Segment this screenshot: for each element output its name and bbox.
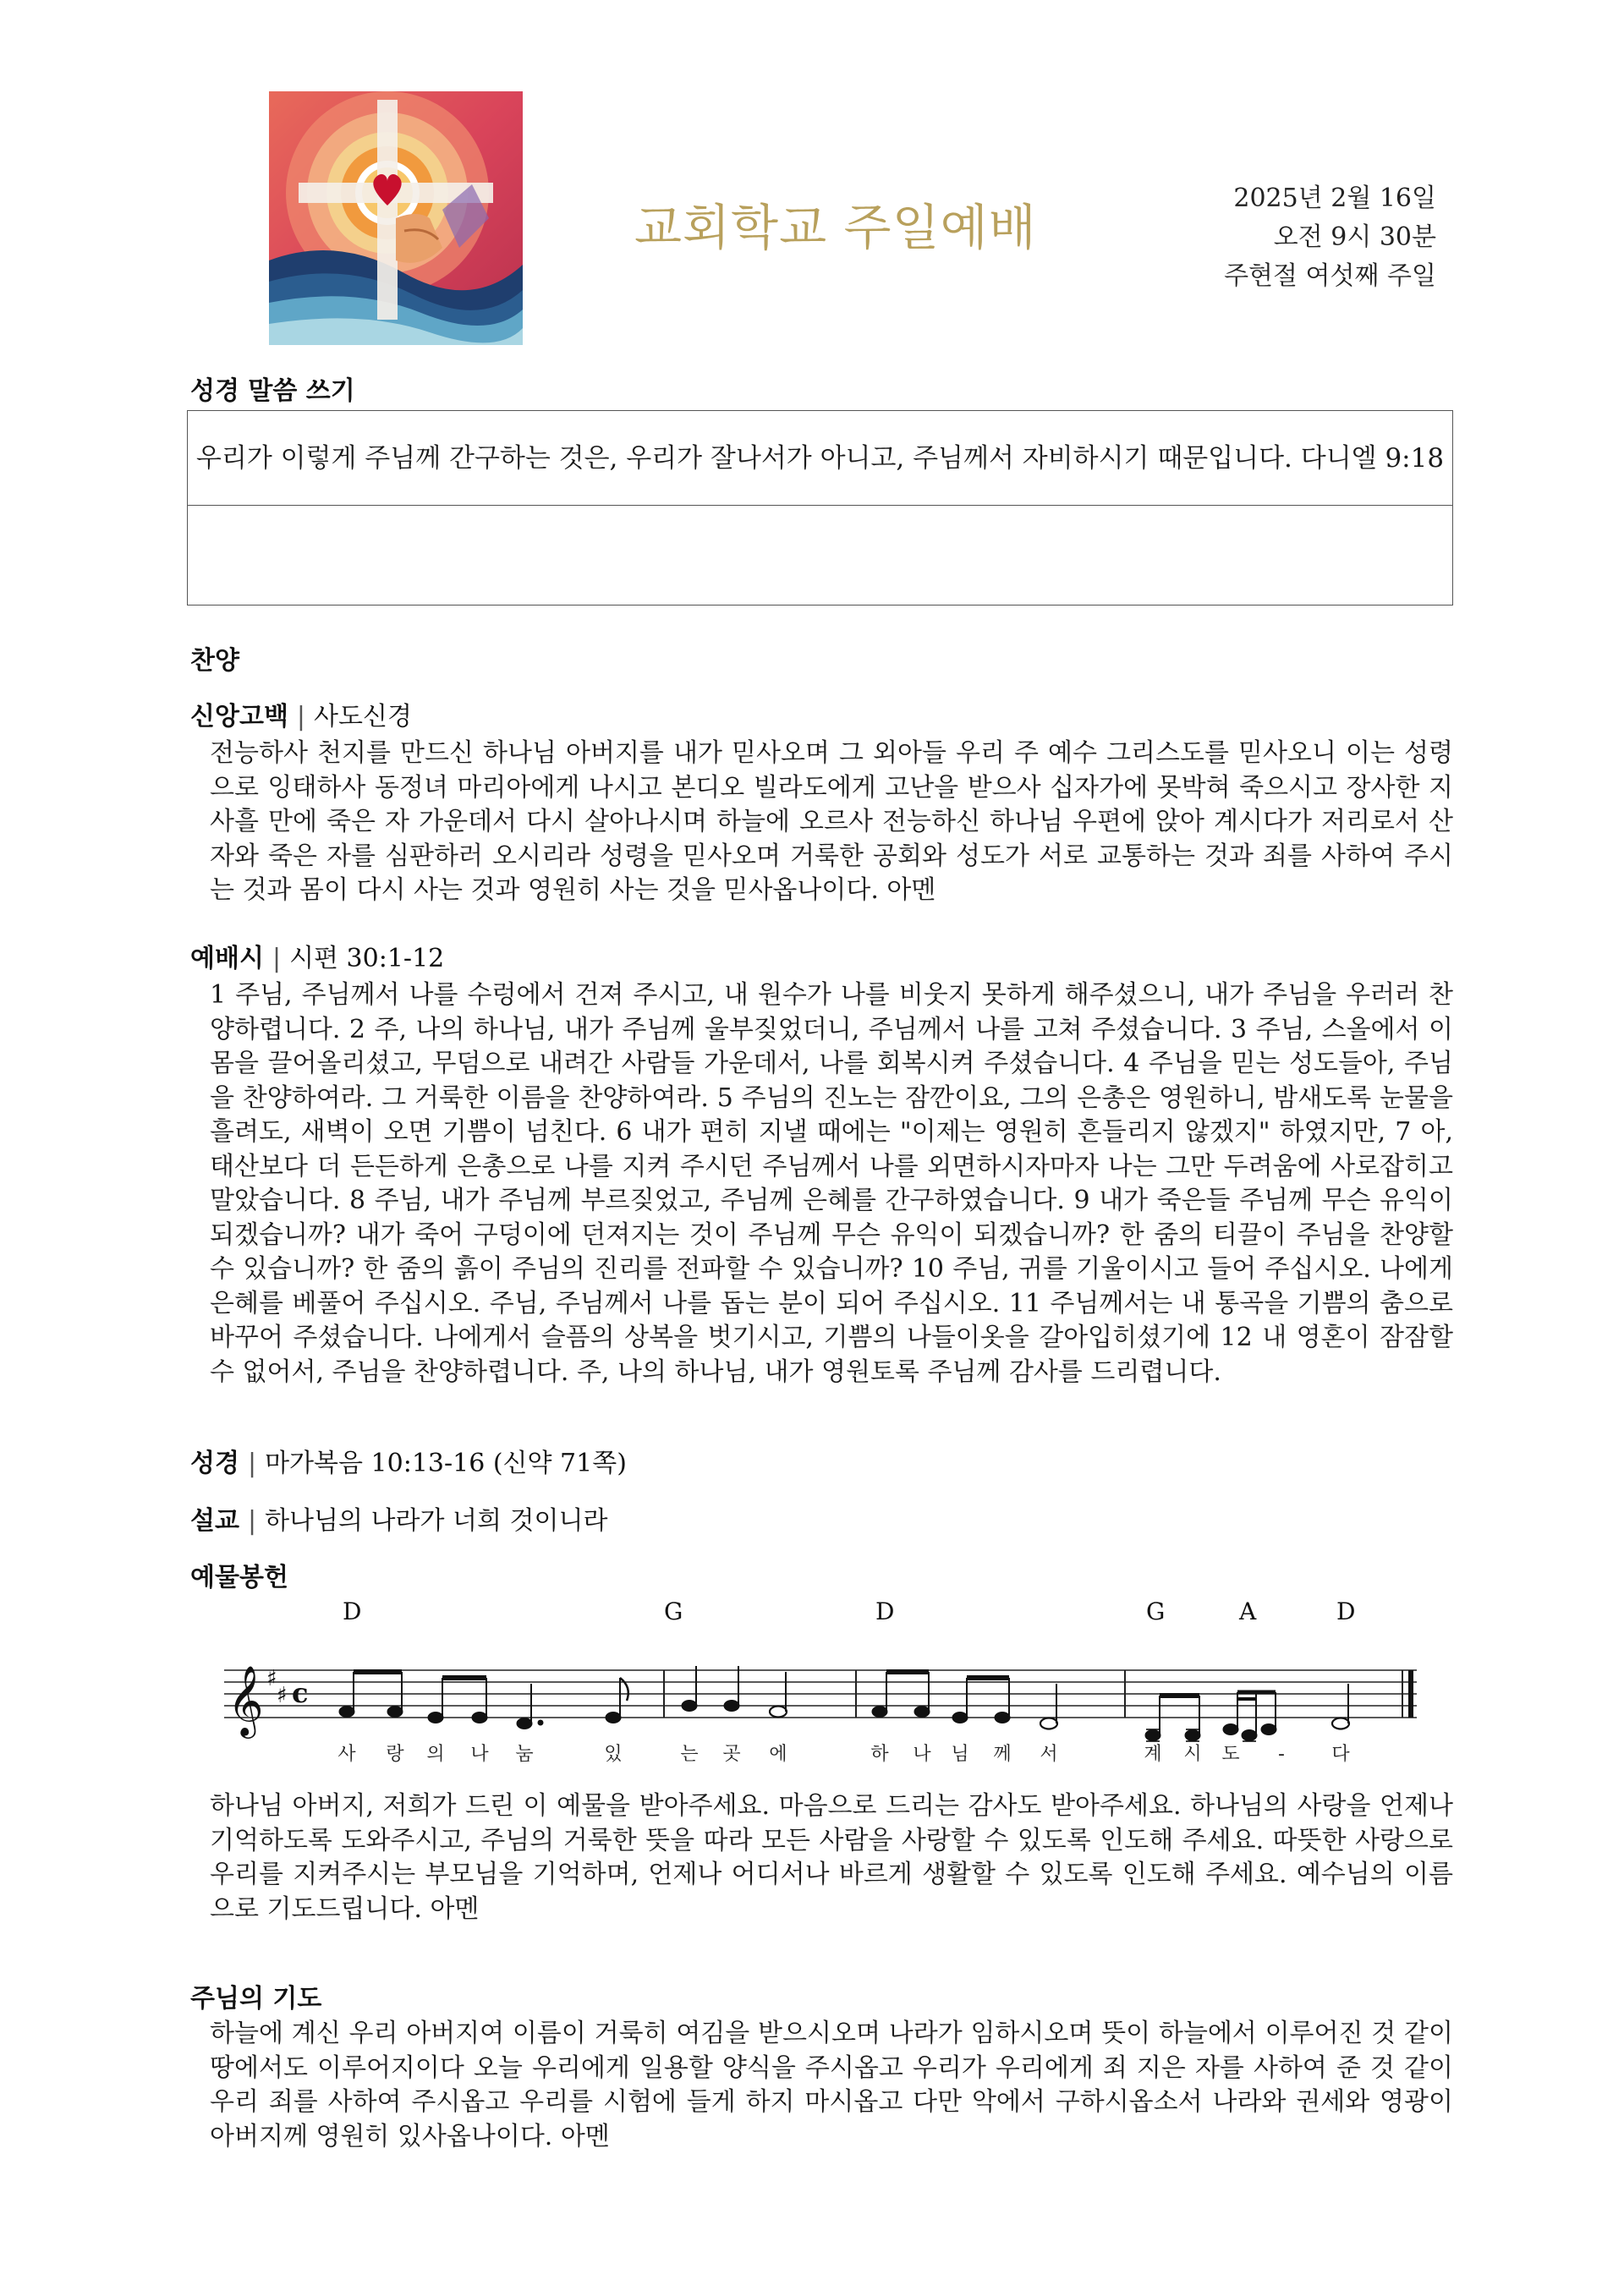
scripture-heading xyxy=(190,1442,627,1479)
lyric-syllable: 께 xyxy=(993,1744,1012,1763)
service-time: 오전 9시 30분 xyxy=(1273,222,1436,252)
lyric-syllable: 의 xyxy=(426,1744,445,1763)
chord-label: G xyxy=(1146,1597,1166,1625)
measure-4-notes xyxy=(1145,1684,1349,1741)
chord-symbols xyxy=(343,1597,1355,1625)
measure-3-notes xyxy=(872,1672,1057,1729)
lyric-syllable: 있 xyxy=(604,1744,623,1763)
praise-heading: 찬양 xyxy=(190,646,239,676)
lyric-syllable: 는 xyxy=(680,1744,699,1763)
scripture-writing-box xyxy=(187,410,1453,606)
service-date: 2025년 2월 16일 xyxy=(1233,184,1436,213)
psalm-title: 예배시 xyxy=(190,944,264,973)
scripture-writing-verse: 우리가 이렇게 주님께 간구하는 것은, 우리가 잘나서가 아니고, 주님께서 자비하시기 때문입니다. 다니엘 9:18 xyxy=(195,443,1445,474)
lyric-syllable: - xyxy=(1278,1744,1285,1763)
lyric-syllable: 도 xyxy=(1221,1744,1240,1763)
scripture-writing-heading: 성경 말씀 쓰기 xyxy=(190,376,355,406)
offering-prayer-text: 하나님 아버지, 저희가 드린 이 예물을 받아주세요. 마음으로 드리는 감사도 받아주세요. 하나님의 사랑을 언제나 기억하도록 도와주시고, 주님의 거룩한 뜻을 따라 모든 사람을 사랑할 수 있도록 인도해 주세요. 따뜻한 사랑으로 우리를 지켜주시는 부모님을 기억하며, 언제나 어디서나 바르게 생활할 수 있도록 인도해 주세요. 예수님의 이름으로 기도드립니다. 아멘 xyxy=(210,1791,1453,1924)
liturgical-week: 주현절 여섯째 주일 xyxy=(1224,261,1436,291)
creed-text: 전능하사 천지를 만드신 하나님 아버지를 내가 믿사오며 그 외아들 우리 주 예수 그리스도를 믿사오니 이는 성령으로 잉태하사 동정녀 마리아에게 나시고 본디오 빌라도에게 고난을 받으사 십자가에 못박혀 죽으시고 장사한 지 사흘 만에 죽은 자 가운데서 다시 살아나시며 하늘에 오르사 전능하신 하나님 우편에 앉아 계시다가 저리로서 산 자와 죽은 자를 심판하러 오시리라 성령을 믿사오며 거룩한 공회와 성도가 서로 교통하는 것과 죄를 사하여 주시는 것과 몸이 다시 사는 것과 영원히 사는 것을 믿사옵나이다. 아멘 xyxy=(210,738,1453,905)
lyric-syllable: 계 xyxy=(1144,1744,1162,1763)
lords-prayer-text: 하늘에 계신 우리 아버지여 이름이 거룩히 여김을 받으시오며 나라가 임하시오며 뜻이 하늘에서 이루어진 것 같이 땅에서도 이루어지이다 오늘 우리에게 일용할 양식을 주시옵고 우리가 우리에게 죄 지은 자를 사하여 준 것 같이 우리 죄를 사하여 주시옵고 우리를 시험에 들게 하지 마시옵고 다만 악에서 구하시옵소서 나라와 권세와 영광이 아버지께 영원히 있사옵나이다. 아멘 xyxy=(210,2019,1453,2151)
lyrics-line xyxy=(337,1744,1350,1763)
chord-label: D xyxy=(343,1597,362,1625)
treble-clef-icon: 𝄞 xyxy=(228,1664,264,1735)
lyric-syllable: 사 xyxy=(337,1744,356,1763)
scripture-title: 성경 xyxy=(190,1449,239,1478)
psalm-subtitle: 시편 30:1-12 xyxy=(289,944,445,973)
lyric-syllable: 랑 xyxy=(386,1744,404,1763)
sermon-heading xyxy=(190,1499,607,1537)
lyric-syllable: 하 xyxy=(870,1744,889,1763)
measure-2-notes xyxy=(682,1666,787,1718)
measure-1-notes xyxy=(339,1672,628,1729)
lords-prayer-heading: 주님의 기도 xyxy=(190,1984,322,2014)
chord-label: D xyxy=(1336,1597,1356,1625)
lyric-syllable: 에 xyxy=(769,1744,787,1763)
common-time-icon: c xyxy=(292,1677,309,1709)
chord-label: D xyxy=(875,1597,895,1625)
church-logo-illustration xyxy=(269,91,523,345)
separator: | xyxy=(247,1449,257,1478)
service-info xyxy=(1224,179,1436,296)
sermon-title: 설교 xyxy=(190,1506,239,1536)
psalm-heading xyxy=(190,937,444,974)
lyric-syllable: 시 xyxy=(1183,1744,1202,1763)
sharp-c-icon: ♯ xyxy=(277,1683,288,1708)
lyric-syllable: 다 xyxy=(1331,1744,1350,1763)
separator: | xyxy=(296,702,306,732)
offering-heading: 예물봉헌 xyxy=(190,1563,288,1592)
separator: | xyxy=(247,1506,257,1536)
lyric-syllable: 나 xyxy=(913,1744,931,1763)
creed-subtitle: 사도신경 xyxy=(314,702,412,732)
sharp-f-icon: ♯ xyxy=(266,1666,277,1691)
offering-song-sheet-music xyxy=(216,1594,1434,1763)
page-title: 교회학교 주일예배 xyxy=(634,199,1037,256)
psalm-text: 1 주님, 주님께서 나를 수렁에서 건져 주시고, 내 원수가 나를 비웃지 못하게 해주셨으니, 내가 주님을 우러러 찬양하렵니다. 2 주, 나의 하나님, 내가 주님께 울부짖었더니, 주님께서 나를 고쳐 주셨습니다. 3 주님, 스올에서 이 몸을 끌어올리셨고, 무덤으로 내려간 사람들 가운데서, 나를 회복시켜 주셨습니다. 4 주님을 믿는 성도들아, 주님을 찬양하여라. 그 거룩한 이름을 찬양하여라. 5 주님의 진노는 잠깐이요, 그의 은총은 영원하니, 밤새도록 눈물을 흘려도, 새벽이 오면 기쁨이 넘친다. 6 내가 편히 지낼 때에는 "이제는 영원히 흔들리지 않겠지" 하였지만, 7 아, 태산보다 더 든든하게 은총으로 나를 지켜 주시던 주님께서 나를 외면하시자마자 나는 그만 두려움에 사로잡히고 말았습니다. 8 주님, 내가 주님께 부르짖었고, 주님께 은혜를 간구하였습니다. 9 내가 죽은들 주님께 무슨 유익이 되겠습니까? 내가 죽어 구덩이에 던져지는 것이 주님께 무슨 유익이 되겠습니까? 한 줌의 티끌이 주님을 찬양할 수 있습니까? 한 줌의 흙이 주님의 진리를 전파할 수 있습니까? 10 주님, 귀를 기울이시고 들어 주십시오. 나에게 은혜를 베풀어 주십시오. 주님, 주님께서 나를 돕는 분이 되어 주십시오. 11 주님께서는 내 통곡을 기쁨의 춤으로 바꾸어 주셨습니다. 나에게서 슬픔의 상복을 벗기시고, 기쁨의 나들이옷을 갈아입히셨기에 12 내 영혼이 잠잠할 수 없어서, 주님을 찬양하렵니다. 주, 나의 하나님, 내가 영원토록 주님께 감사를 드리렵니다. xyxy=(210,980,1453,1387)
scripture-reference: 마가복음 10:13-16 (신약 71쪽) xyxy=(265,1449,627,1478)
separator: | xyxy=(272,944,282,973)
chord-label: G xyxy=(664,1597,683,1625)
chord-label: A xyxy=(1239,1597,1257,1625)
sermon-subtitle: 하나님의 나라가 너희 것이니라 xyxy=(265,1506,608,1536)
lyric-syllable: 곳 xyxy=(722,1744,741,1763)
lyric-syllable: 서 xyxy=(1040,1744,1058,1763)
box-divider xyxy=(188,505,1452,506)
lyric-syllable: 님 xyxy=(951,1744,969,1763)
lyric-syllable: 나 xyxy=(470,1744,489,1763)
creed-title: 신앙고백 xyxy=(190,702,288,732)
creed-heading xyxy=(190,695,412,732)
lyric-syllable: 눔 xyxy=(515,1744,534,1763)
